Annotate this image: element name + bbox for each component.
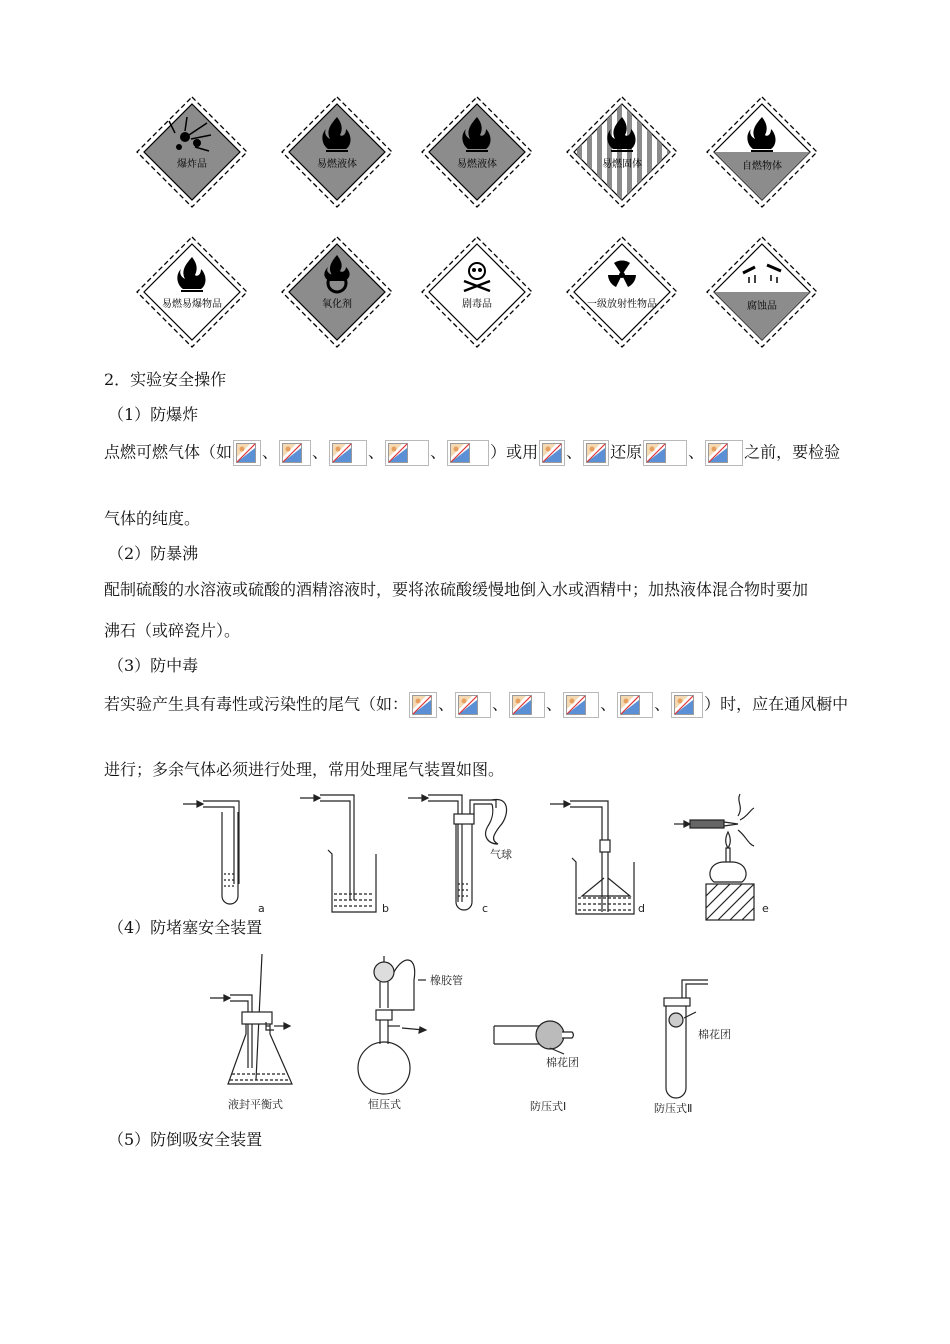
separator: 、 <box>430 442 447 462</box>
anti-blocking-apparatus-figure <box>204 950 764 1120</box>
label-c: c <box>482 902 489 915</box>
formula-image-placeholder <box>409 692 437 718</box>
hazard-sign-label: 爆炸品 <box>177 159 207 170</box>
broken-image-icon <box>708 443 728 463</box>
separator: 、 <box>600 694 617 714</box>
separator: 、 <box>546 694 563 714</box>
text-span: 还原 <box>610 442 643 462</box>
text-span: 点燃可燃气体（如 <box>104 442 233 462</box>
section-2-heading: 2．实验安全操作 <box>104 370 227 389</box>
formula-image-placeholder <box>643 440 687 466</box>
label-b: b <box>382 902 389 915</box>
paragraph-explosion-line1 <box>104 440 840 466</box>
broken-image-icon <box>586 443 606 463</box>
apparatus-a <box>183 801 265 915</box>
label-anti-pressure-1: 防压式Ⅰ <box>530 1100 567 1113</box>
hazard-sign <box>705 95 819 209</box>
separator: 、 <box>566 442 583 462</box>
sub-heading-bumping: （2）防暴沸 <box>108 544 199 563</box>
formula-image-placeholder <box>583 440 609 466</box>
separator: 、 <box>688 442 705 462</box>
formula-image-placeholder <box>329 440 367 466</box>
hazard-sign-label: 氧化剂 <box>322 299 352 310</box>
paragraph-poisoning-line2: 进行；多余气体必须进行处理，常用处理尾气装置如图。 <box>104 760 505 779</box>
broken-image-icon <box>542 443 562 463</box>
broken-image-icon <box>674 695 694 715</box>
broken-image-icon <box>388 443 408 463</box>
broken-image-icon <box>620 695 640 715</box>
hazard-sign <box>280 235 394 349</box>
hazard-sign <box>280 95 394 209</box>
tail-gas-apparatus-figure <box>178 786 778 921</box>
sub-heading-explosion: （1）防爆炸 <box>108 405 199 424</box>
label-balloon: 气球 <box>490 848 512 861</box>
hazard-sign-label: 腐蚀品 <box>747 301 777 312</box>
apparatus-liquid-seal <box>210 954 292 1111</box>
broken-image-icon <box>332 443 352 463</box>
separator: 、 <box>654 694 671 714</box>
hazard-sign <box>135 95 249 209</box>
hazard-sign <box>135 235 249 349</box>
hazard-sign <box>565 235 679 349</box>
label-a: a <box>258 902 265 915</box>
apparatus-e <box>674 794 769 920</box>
label-constant-pressure: 恒压式 <box>368 1098 401 1111</box>
label-d: d <box>638 902 645 915</box>
broken-image-icon <box>566 695 586 715</box>
formula-image-placeholder <box>563 692 599 718</box>
broken-image-icon <box>450 443 470 463</box>
formula-image-placeholder <box>455 692 491 718</box>
hazard-sign-label: 易燃易爆物品 <box>162 299 222 310</box>
apparatus-constant-pressure <box>358 956 463 1111</box>
formula-image-placeholder <box>671 692 703 718</box>
hazard-sign-label: 易燃液体 <box>457 159 497 170</box>
formula-image-placeholder <box>279 440 311 466</box>
paragraph-bumping-line1: 配制硫酸的水溶液或硫酸的酒精溶液时，要将浓硫酸缓慢地倒入水或酒精中；加热液体混合物时要加 <box>104 580 809 599</box>
label-cotton-2: 棉花团 <box>698 1028 731 1041</box>
text-span: 若实验产生具有毒性或污染性的尾气（如： <box>104 694 409 714</box>
broken-image-icon <box>282 443 302 463</box>
text-span: 之前，要检验 <box>744 442 841 462</box>
broken-image-icon <box>412 695 432 715</box>
paragraph-poisoning-line1 <box>104 692 848 718</box>
hazard-sign <box>420 235 534 349</box>
label-cotton-1: 棉花团 <box>546 1056 579 1069</box>
hazard-sign <box>565 95 679 209</box>
formula-image-placeholder <box>447 440 489 466</box>
text-span: ）时，应在通风橱中 <box>704 694 849 714</box>
label-liquid-seal: 液封平衡式 <box>228 1098 283 1111</box>
sub-heading-anti-blocking: （4）防堵塞安全装置 <box>108 918 263 937</box>
hazard-sign-label: 剧毒品 <box>462 299 492 310</box>
formula-image-placeholder <box>617 692 653 718</box>
sub-heading-anti-suckback: （5）防倒吸安全装置 <box>108 1130 263 1149</box>
hazard-sign-label: 自燃物体 <box>742 161 782 172</box>
apparatus-b <box>300 795 389 915</box>
label-e: e <box>762 902 769 915</box>
separator: 、 <box>438 694 455 714</box>
label-rubber-tube: 橡胶管 <box>430 974 463 987</box>
broken-image-icon <box>458 695 478 715</box>
apparatus-anti-pressure-1 <box>494 1021 579 1113</box>
hazard-sign <box>420 95 534 209</box>
separator: 、 <box>312 442 329 462</box>
formula-image-placeholder <box>385 440 429 466</box>
hazard-sign-label: 易燃液体 <box>317 159 357 170</box>
label-anti-pressure-2: 防压式Ⅱ <box>654 1102 693 1115</box>
broken-image-icon <box>512 695 532 715</box>
apparatus-c <box>408 795 512 915</box>
hazard-sign-label: 一级放射性物品 <box>587 299 657 310</box>
separator: 、 <box>492 694 509 714</box>
hazard-sign-label: 易燃固体 <box>602 159 642 170</box>
paragraph-bumping-line2: 沸石（或碎瓷片）。 <box>104 621 241 640</box>
paragraph-explosion-line2: 气体的纯度。 <box>104 509 201 528</box>
sub-heading-poisoning: （3）防中毒 <box>108 656 199 675</box>
separator: 、 <box>262 442 279 462</box>
formula-image-placeholder <box>509 692 545 718</box>
formula-image-placeholder <box>539 440 565 466</box>
hazard-sign <box>705 235 819 349</box>
formula-image-placeholder <box>233 440 261 466</box>
apparatus-d <box>550 801 645 915</box>
text-span: ）或用 <box>490 442 539 462</box>
broken-image-icon <box>236 443 256 463</box>
apparatus-anti-pressure-2 <box>654 980 731 1115</box>
separator: 、 <box>368 442 385 462</box>
broken-image-icon <box>646 443 666 463</box>
formula-image-placeholder <box>705 440 743 466</box>
